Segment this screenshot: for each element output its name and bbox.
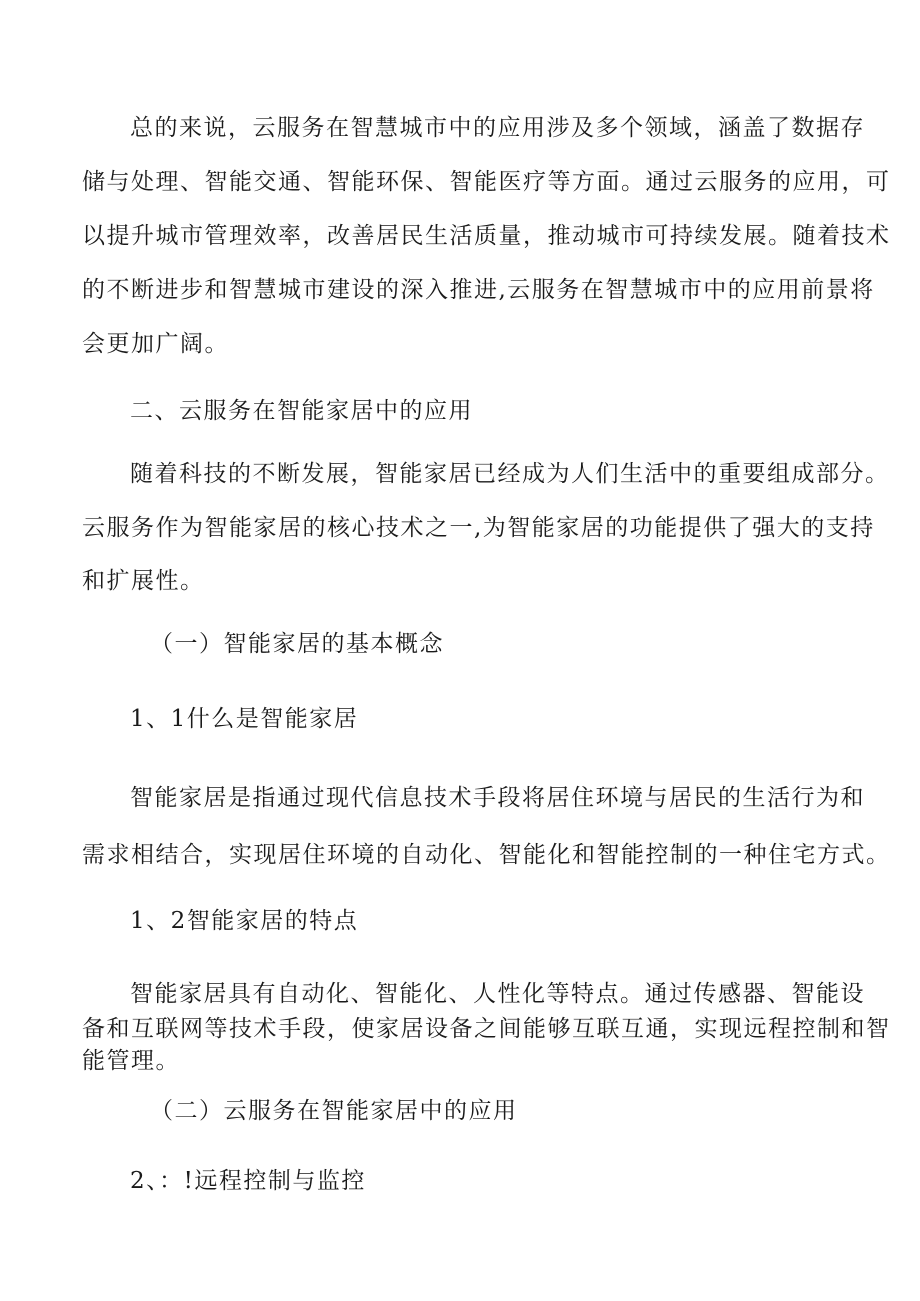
subsection-heading-2: （二）云服务在智能家居中的应用 xyxy=(150,1098,518,1124)
paragraph-summary-line-5: 会更加广阔。 xyxy=(82,331,229,357)
paragraph-summary-line-4: 的不断进步和智慧城市建设的深入推进,云服务在智慧城市中的应用前景将 xyxy=(82,277,875,303)
item-heading-1-1: 1、1什么是智能家居 xyxy=(130,706,359,732)
paragraph-summary-line-2: 储与处理、智能交通、智能环保、智能医疗等方面。通过云服务的应用，可 xyxy=(82,169,891,195)
item-heading-1-2: 1、2智能家居的特点 xyxy=(130,908,359,934)
paragraph-definition-line-1: 智能家居是指通过现代信息技术手段将居住环境与居民的生活行为和 xyxy=(130,785,865,811)
paragraph-intro-line-2: 云服务作为智能家居的核心技术之一,为智能家居的功能提供了强大的支持 xyxy=(82,515,875,541)
section-heading-2: 二、云服务在智能家居中的应用 xyxy=(130,398,473,424)
paragraph-summary-line-1: 总的来说，云服务在智慧城市中的应用涉及多个领域，涵盖了数据存 xyxy=(130,115,865,141)
paragraph-summary-line-3: 以提升城市管理效率，改善居民生活质量，推动城市可持续发展。随着技术 xyxy=(82,223,891,249)
subsection-heading-1: （一）智能家居的基本概念 xyxy=(150,631,444,657)
paragraph-features-line-2: 备和互联网等技术手段，使家居设备之间能够互联互通，实现远程控制和智 xyxy=(82,1016,891,1042)
paragraph-intro-line-3: 和扩展性。 xyxy=(82,568,205,594)
paragraph-features-line-1: 智能家居具有自动化、智能化、人性化等特点。通过传感器、智能设 xyxy=(130,981,865,1007)
paragraph-features-line-3: 能管理。 xyxy=(82,1048,180,1074)
item-heading-2-1: 2、：!远程控制与监控 xyxy=(130,1168,366,1194)
paragraph-definition-line-2: 需求相结合，实现居住环境的自动化、智能化和智能控制的一种住宅方式。 xyxy=(82,842,891,868)
paragraph-intro-line-1: 随着科技的不断发展，智能家居已经成为人们生活中的重要组成部分。 xyxy=(130,461,890,487)
